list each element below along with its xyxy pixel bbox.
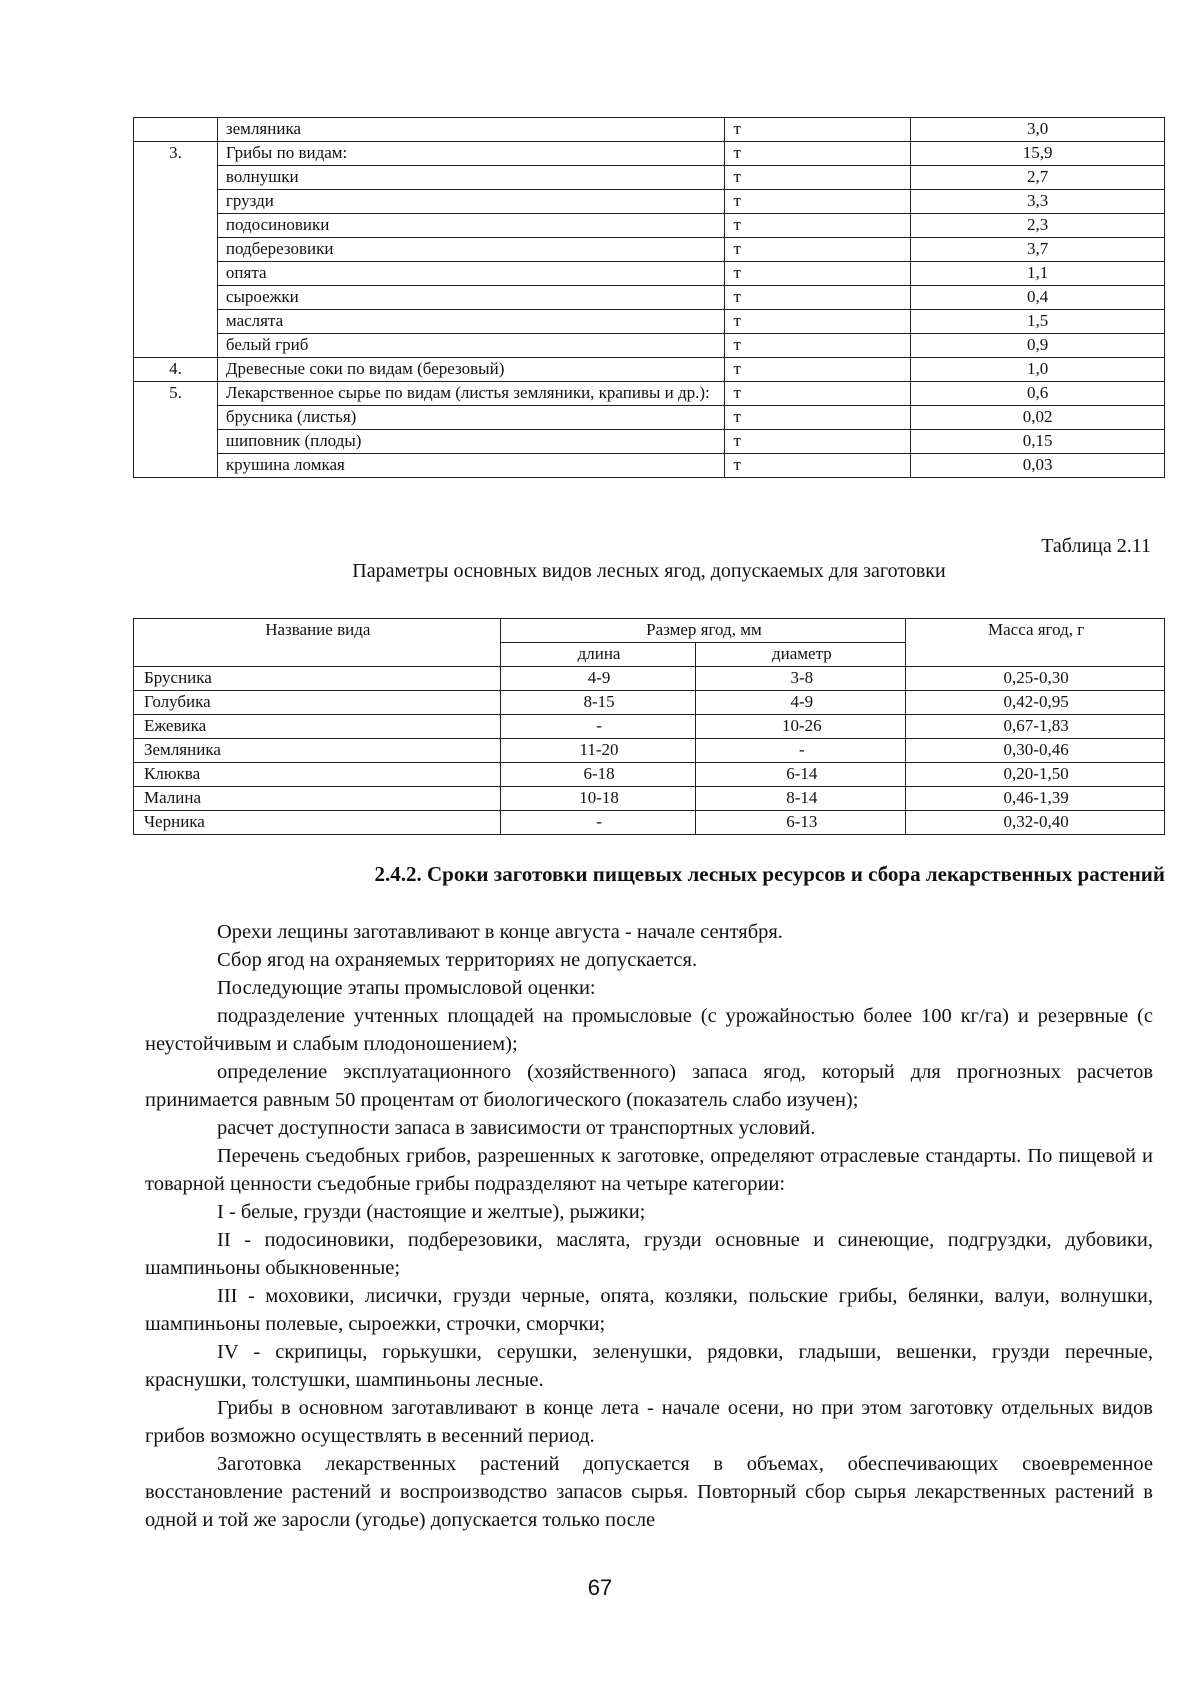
berry-length: 4-9 (500, 667, 696, 691)
berry-name: Брусника (134, 667, 501, 691)
row-name: Грибы по видам: (217, 142, 725, 166)
row-name: крушина ломкая (217, 454, 725, 478)
row-value: 3,3 (911, 190, 1165, 214)
berry-mass: 0,32-0,40 (906, 811, 1165, 835)
table-row (134, 667, 1165, 691)
berries-table (133, 618, 1165, 835)
paragraph: III - моховики, лисички, грузди черные, опята, козляки, польские грибы, белянки, валуи, волнушки, шампиньоны полевые, сыроежки, строчки, сморчки; (145, 1285, 1153, 1335)
berry-name: Голубика (134, 691, 501, 715)
row-value: 3,0 (911, 118, 1165, 142)
berry-mass: 0,46-1,39 (906, 787, 1165, 811)
berry-diameter: 10-26 (696, 715, 906, 739)
row-name: брусника (листья) (217, 406, 725, 430)
paragraph: Перечень съедобных грибов, разрешенных к заготовке, определяют отраслевые стандарты. По пищевой и товарной ценности съедобные грибы подразделяют на четыре категории: (145, 1145, 1153, 1195)
row-value: 0,4 (911, 286, 1165, 310)
table-row (134, 691, 1165, 715)
paragraph: определение эксплуатационного (хозяйственного) запаса ягод, который для прогнозных расчетов принимается равным 50 процентам от биологического (показатель слабо изучен); (145, 1061, 1153, 1111)
row-number (134, 310, 218, 334)
row-number (134, 118, 218, 142)
table-row (134, 454, 1165, 478)
table-row (134, 214, 1165, 238)
row-unit: т (725, 214, 911, 238)
row-number (134, 454, 218, 478)
row-unit: т (725, 334, 911, 358)
row-unit: т (725, 406, 911, 430)
paragraph: Орехи лещины заготавливают в конце августа - начале сентября. (217, 921, 783, 943)
berry-mass: 0,67-1,83 (906, 715, 1165, 739)
page-number: 67 (587, 1575, 613, 1600)
row-unit: т (725, 142, 911, 166)
berry-mass: 0,30-0,46 (906, 739, 1165, 763)
row-value: 1,1 (911, 262, 1165, 286)
berry-diameter: 8-14 (696, 787, 906, 811)
table-row (134, 811, 1165, 835)
row-unit: т (725, 118, 911, 142)
row-name: грузди (217, 190, 725, 214)
berry-length: 6-18 (500, 763, 696, 787)
berry-name: Малина (134, 787, 501, 811)
row-name: земляника (217, 118, 725, 142)
berry-diameter: 6-13 (696, 811, 906, 835)
row-unit: т (725, 310, 911, 334)
row-value: 2,3 (911, 214, 1165, 238)
paragraph: Грибы в основном заготавливают в конце лета - начале осени, но при этом заготовку отдельных видов грибов возможно осуществлять в весенний период. (145, 1397, 1153, 1447)
row-name: волнушки (217, 166, 725, 190)
row-unit: т (725, 454, 911, 478)
table-row (134, 334, 1165, 358)
row-value: 1,0 (911, 358, 1165, 382)
row-name: опята (217, 262, 725, 286)
resources-table (133, 117, 1165, 478)
berry-diameter: - (696, 739, 906, 763)
table-title: Параметры основных видов лесных ягод, допускаемых для заготовки (352, 560, 946, 582)
row-name: подберезовики (217, 238, 725, 262)
table-row (134, 358, 1165, 382)
table-row (134, 262, 1165, 286)
header-length: длина (500, 643, 696, 667)
table-row (134, 190, 1165, 214)
row-unit: т (725, 166, 911, 190)
paragraph: Заготовка лекарственных растений допускается в объемах, обеспечивающих своевременное восстановление растений и воспроизводство запасов сырья. Повторный сбор сырья лекарственных растений в одной и той же заросли (угодье) допускается только после (145, 1453, 1153, 1531)
row-unit: т (725, 262, 911, 286)
table-row (134, 763, 1165, 787)
row-value: 0,15 (911, 430, 1165, 454)
header-size: Размер ягод, мм (500, 619, 906, 643)
row-unit: т (725, 358, 911, 382)
berry-length: 11-20 (500, 739, 696, 763)
berry-name: Земляника (134, 739, 501, 763)
header-mass: Масса ягод, г (906, 619, 1165, 667)
berry-name: Ежевика (134, 715, 501, 739)
row-number (134, 262, 218, 286)
berry-length: 10-18 (500, 787, 696, 811)
row-name: Лекарственное сырье по видам (листья земляники, крапивы и др.): (217, 382, 725, 406)
row-name: маслята (217, 310, 725, 334)
table-row (134, 715, 1165, 739)
row-unit: т (725, 238, 911, 262)
table-row (134, 787, 1165, 811)
table-row (134, 406, 1165, 430)
table-row (134, 142, 1165, 166)
row-number: 5. (134, 382, 218, 406)
table-header-row (134, 619, 1165, 643)
row-value: 3,7 (911, 238, 1165, 262)
table-row (134, 118, 1165, 142)
row-number (134, 334, 218, 358)
row-value: 0,02 (911, 406, 1165, 430)
header-name: Название вида (134, 619, 501, 667)
row-value: 1,5 (911, 310, 1165, 334)
paragraph: I - белые, грузди (настоящие и желтые), рыжики; (217, 1201, 646, 1223)
berry-diameter: 4-9 (696, 691, 906, 715)
row-number (134, 166, 218, 190)
row-value: 0,03 (911, 454, 1165, 478)
berry-mass: 0,42-0,95 (906, 691, 1165, 715)
section-heading: 2.4.2. Сроки заготовки пищевых лесных ресурсов и сбора лекарственных растений (374, 862, 1165, 886)
section-body (145, 918, 1153, 1534)
berry-mass: 0,25-0,30 (906, 667, 1165, 691)
row-number (134, 286, 218, 310)
table-row (134, 238, 1165, 262)
berry-length: - (500, 715, 696, 739)
row-number (134, 430, 218, 454)
row-unit: т (725, 430, 911, 454)
berry-diameter: 6-14 (696, 763, 906, 787)
table-row (134, 382, 1165, 406)
row-number (134, 238, 218, 262)
row-number (134, 406, 218, 430)
berry-name: Черника (134, 811, 501, 835)
table-row (134, 166, 1165, 190)
row-name: сыроежки (217, 286, 725, 310)
row-number: 4. (134, 358, 218, 382)
row-number (134, 214, 218, 238)
row-unit: т (725, 286, 911, 310)
row-name: шиповник (плоды) (217, 430, 725, 454)
table-label: Таблица 2.11 (1041, 535, 1151, 557)
paragraph: II - подосиновики, подберезовики, маслята, грузди основные и синеющие, подгруздки, дубовики, шампиньоны обыкновенные; (145, 1229, 1153, 1279)
row-number (134, 190, 218, 214)
row-value: 2,7 (911, 166, 1165, 190)
paragraph: расчет доступности запаса в зависимости от транспортных условий. (217, 1117, 816, 1139)
paragraph: подразделение учтенных площадей на промысловые (с урожайностью более 100 кг/га) и резервные (с неустойчивым и слабым плодоношением); (145, 1005, 1153, 1055)
row-name: белый гриб (217, 334, 725, 358)
row-unit: т (725, 382, 911, 406)
row-unit: т (725, 190, 911, 214)
row-value: 15,9 (911, 142, 1165, 166)
row-value: 0,6 (911, 382, 1165, 406)
berry-name: Клюква (134, 763, 501, 787)
row-name: Древесные соки по видам (березовый) (217, 358, 725, 382)
berry-length: 8-15 (500, 691, 696, 715)
table-row (134, 286, 1165, 310)
berry-length: - (500, 811, 696, 835)
paragraph: IV - скрипицы, горькушки, серушки, зеленушки, рядовки, гладыши, вешенки, грузди перечные, краснушки, толстушки, шампиньоны лесные. (145, 1341, 1153, 1391)
paragraph: Последующие этапы промысловой оценки: (217, 977, 596, 999)
row-name: подосиновики (217, 214, 725, 238)
row-value: 0,9 (911, 334, 1165, 358)
berry-mass: 0,20-1,50 (906, 763, 1165, 787)
paragraph: Сбор ягод на охраняемых территориях не допускается. (217, 949, 698, 971)
table-row (134, 430, 1165, 454)
berry-diameter: 3-8 (696, 667, 906, 691)
table-row (134, 739, 1165, 763)
row-number: 3. (134, 142, 218, 166)
table-row (134, 310, 1165, 334)
header-diameter: диаметр (696, 643, 906, 667)
